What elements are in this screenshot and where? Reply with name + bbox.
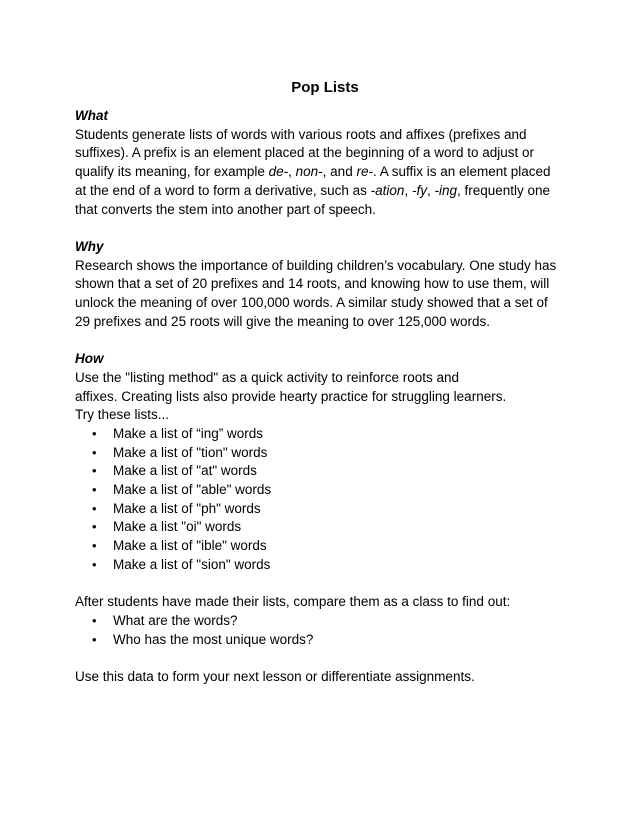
prefix-example-re: re- [356,164,373,180]
prefix-example-non: non- [295,164,323,180]
list-item-text: Make a list of "able" words [113,482,272,498]
what-sep-4: , [426,182,435,198]
how-line-1: Use the "listing method" as a quick activity to reinforce roots and [75,369,460,385]
list-item-text: Make a list of "ph" words [113,500,261,516]
why-paragraph: Research shows the importance of building children’s vocabulary. One study has shown that a set of 20 prefixes and 14 roots, and knowing how to use them, will unlock the meaning of over 100,000 words. A similar study showed that a set of 29 prefixes and 25 roots will give the meaning to over 125,000 words. [75,257,557,329]
bullet-icon: • [92,500,97,516]
what-sep-1: , [288,164,296,180]
list-item [75,518,565,537]
list-item [75,631,565,650]
bullet-icon: • [92,519,97,535]
what-text-2: . A suffix is an element placed at the end of a word to form a derivative, such as [75,164,551,198]
bullet-icon: • [92,444,97,460]
document-page [75,78,565,687]
suffix-example-fy: -fy [411,182,427,198]
bullet-icon: • [92,538,97,554]
after-text: After students have made their lists, compare them as a class to find out: [75,594,511,610]
what-sep-3: , [404,182,412,198]
list-item-text: Make a list of "ible" words [113,538,267,554]
bullet-icon: • [92,612,97,628]
list-item [75,481,565,500]
suffix-example-ation: -ation [370,182,405,198]
list-item [75,425,565,444]
what-sep-2: , and [322,164,357,180]
list-item-text: Make a list of “ing” words [113,425,264,441]
what-paragraph [75,126,565,220]
list-item-text: What are the words? [113,612,238,628]
list-item [75,500,565,519]
bullet-icon: • [92,463,97,479]
list-item [75,537,565,556]
how-heading: How [75,351,104,367]
bullet-icon: • [92,482,97,498]
how-line-3: Try these lists... [75,407,170,423]
page-title: Pop Lists [291,79,359,96]
spacer [75,219,565,238]
list-item-text: Make a list "oi" words [113,519,242,535]
list-item [75,444,565,463]
bullet-icon: • [92,631,97,647]
list-item-text: Make a list of "at" words [113,463,257,479]
list-item [75,556,565,575]
what-heading: What [75,108,108,123]
why-heading: Why [75,238,104,254]
what-text-3: , frequently one that converts the stem into another part of speech. [75,182,551,217]
bullet-icon: • [92,425,97,441]
spacer [75,575,565,594]
list-item [75,462,565,481]
spacer [75,331,565,350]
list-suggestions [75,425,565,575]
how-line-2: affixes. Creating lists also provide hearty practice for struggling learners. [75,388,507,404]
suffix-example-ing: -ing [434,182,457,198]
list-item-text: Make a list of "sion" words [113,556,271,572]
question-list [75,612,565,649]
list-item-text: Make a list of "tion" words [113,444,268,460]
what-text-1: Students generate lists of words with various roots and affixes (prefixes and suffixes). A prefix is an element placed at the beginning of a word to adjust or qualify its meaning, for example [75,126,535,180]
closing-text: Use this data to form your next lesson or differentiate assignments. [75,669,475,685]
prefix-example-de: de- [268,164,289,180]
spacer [75,649,565,668]
list-item [75,612,565,631]
bullet-icon: • [92,556,97,572]
list-item-text: Who has the most unique words? [113,631,314,647]
